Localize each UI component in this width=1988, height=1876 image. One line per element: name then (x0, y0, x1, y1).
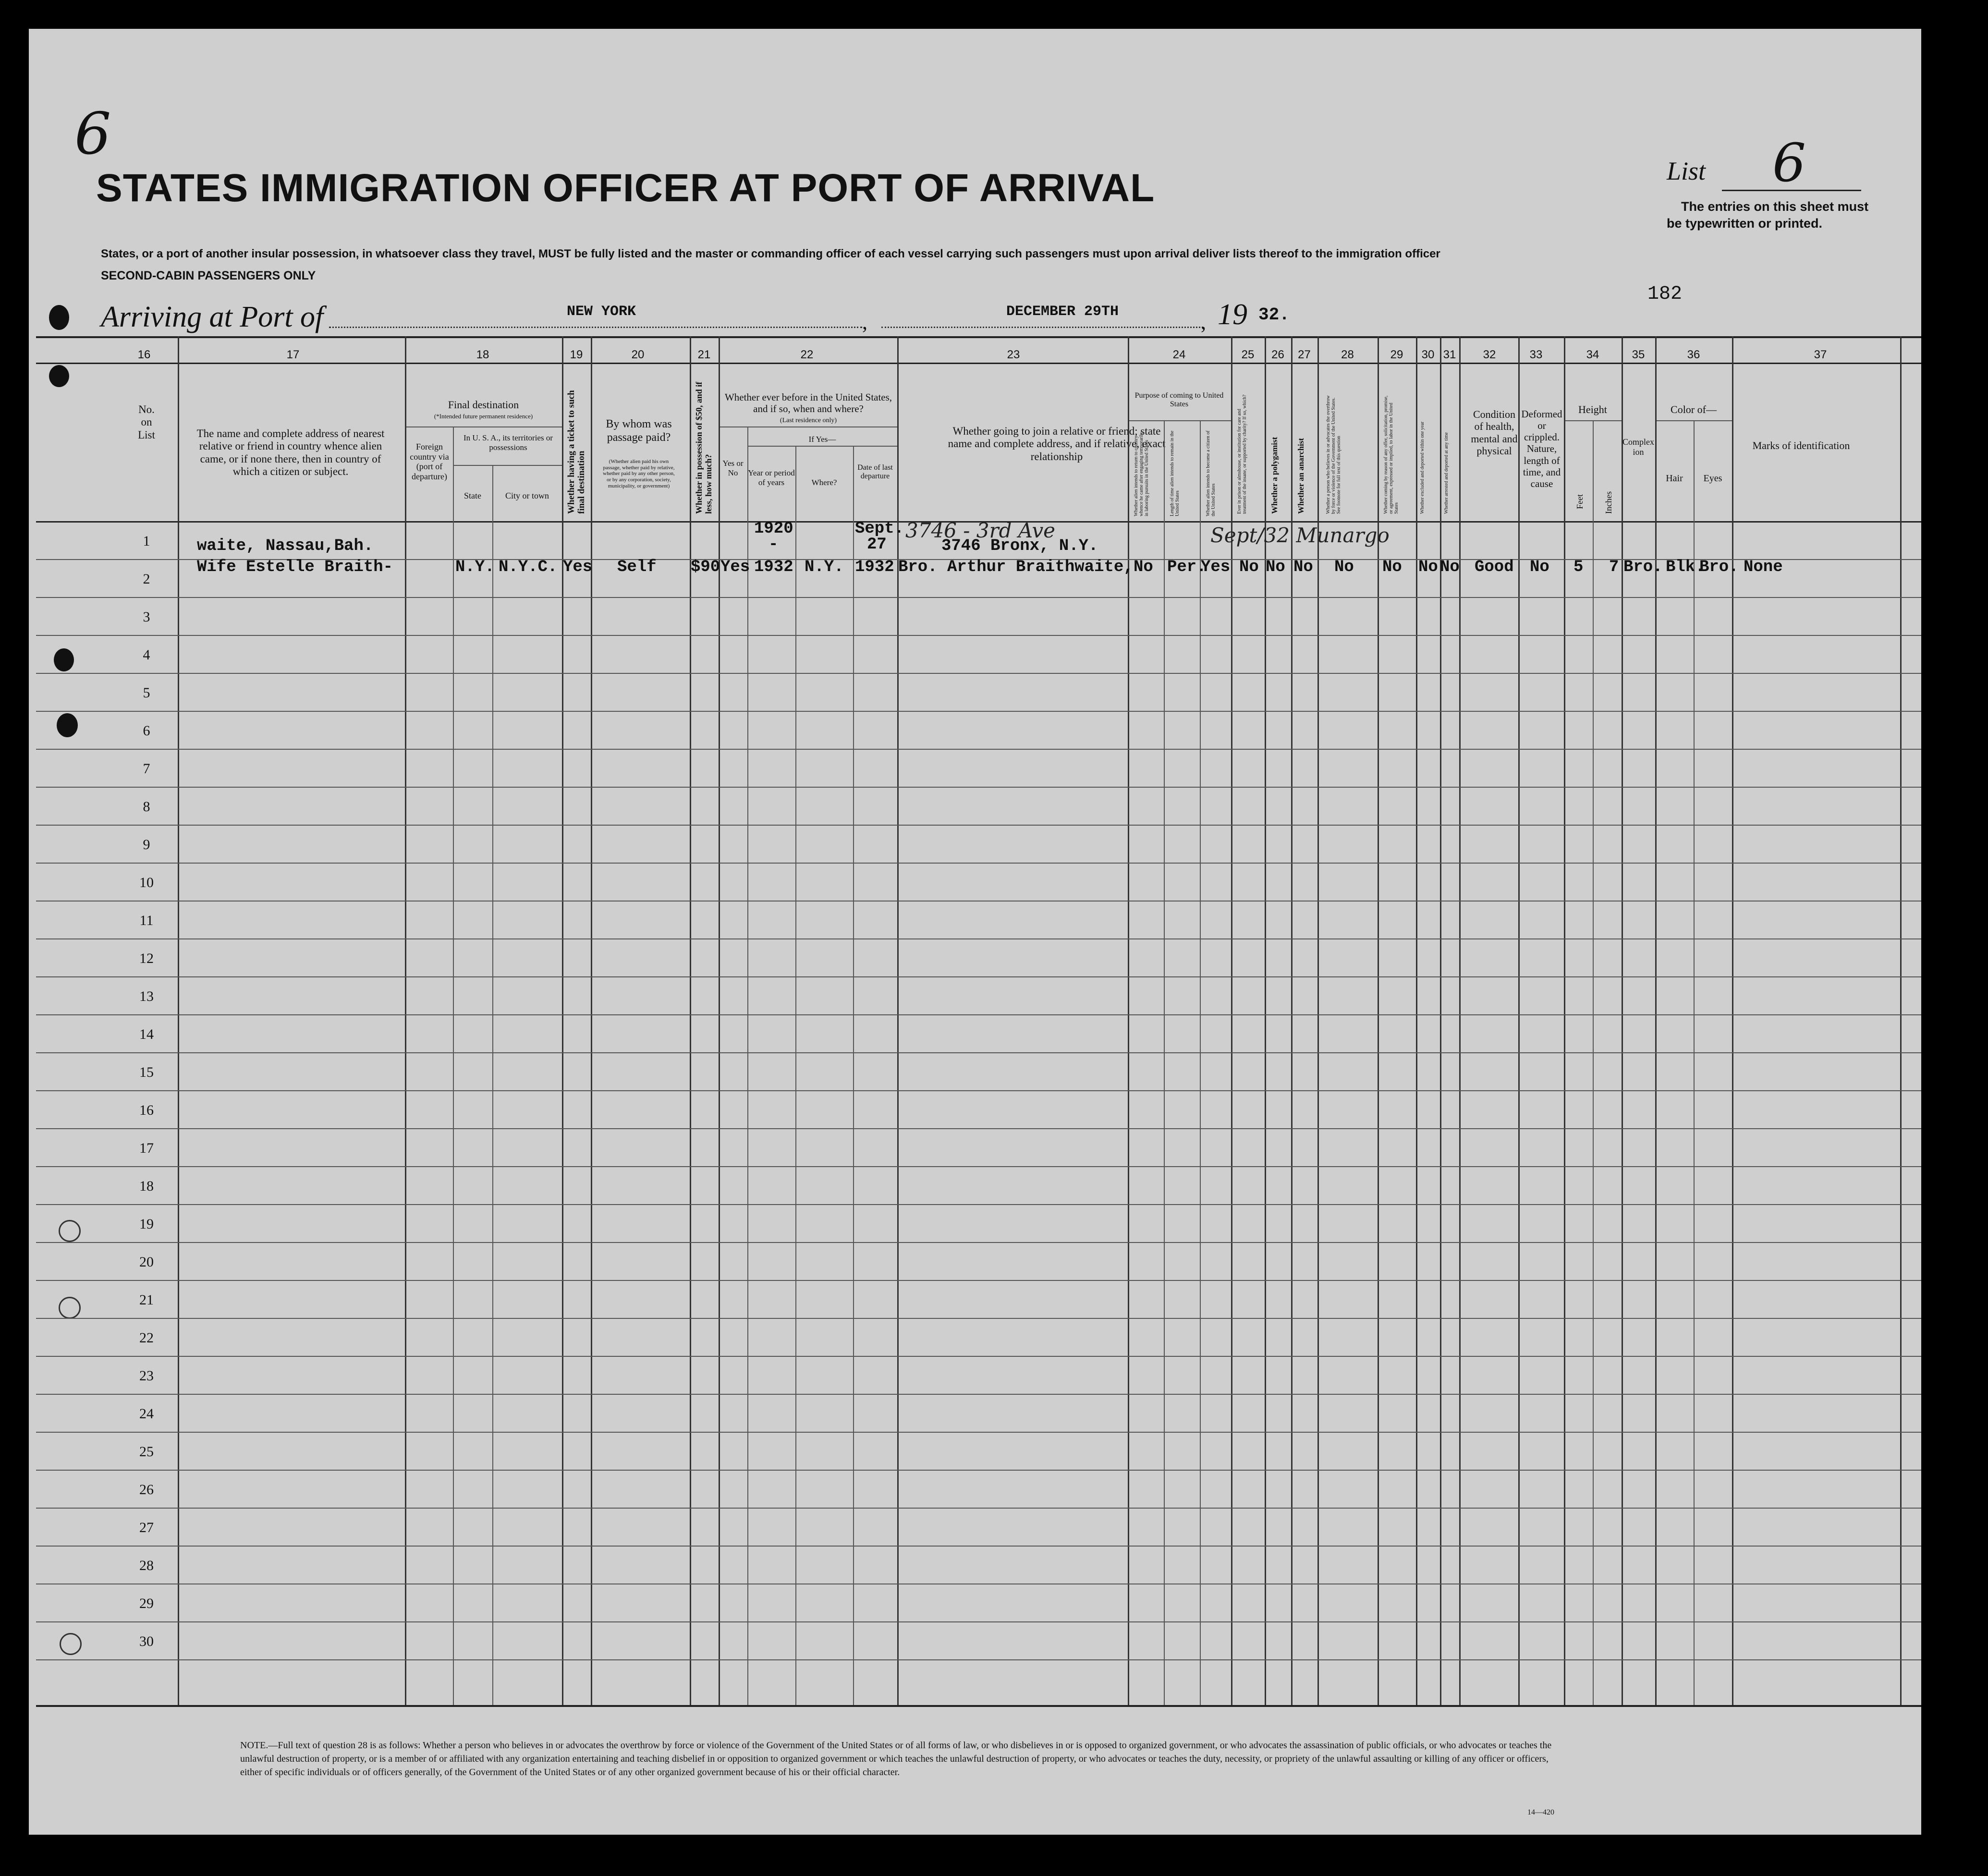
header-height: Height (1578, 403, 1607, 415)
row-number: 14 (139, 1026, 154, 1042)
form-number: 14—420 (1527, 1808, 1554, 1816)
prison-value: No (1239, 558, 1259, 576)
row-line (36, 1432, 1921, 1433)
row-line (36, 635, 1921, 636)
row-number: 17 (139, 1140, 154, 1156)
row-number: 21 (139, 1292, 154, 1308)
colnum-24: 24 (1172, 348, 1186, 361)
col-line (1655, 336, 1657, 1705)
row-line (36, 1621, 1921, 1622)
page-title: STATES IMMIGRATION OFFICER AT PORT OF ARRIVAL (96, 166, 1155, 210)
row-number: 16 (139, 1102, 154, 1118)
date-dotted-line (881, 327, 1203, 328)
row-number: 26 (139, 1482, 154, 1498)
col-line (492, 465, 493, 1705)
header-passage-paid-sub: (Whether alien paid his own passage, whether paid by relative, whether paid by any other person, or by any corporation, society, municipality, or government) (603, 459, 675, 489)
row-number: 28 (139, 1558, 154, 1573)
c24-sub-line (1128, 420, 1231, 421)
c22-sub-line (719, 426, 897, 427)
sheet-note-line-1: The entries on this sheet must (1681, 199, 1869, 214)
binder-hole (49, 305, 69, 330)
year-suffix: 32. (1258, 305, 1290, 325)
manifest-sheet (29, 29, 1921, 1835)
colnum-28: 28 (1341, 348, 1354, 361)
header-state: State (464, 491, 481, 500)
list-label: List (1667, 157, 1706, 185)
header-join-relative: Whether going to join a relative or friend; state name and complete address, and if relative, exact relationship (948, 425, 1166, 463)
year-bottom: 1932 (754, 558, 793, 576)
col-line (690, 336, 691, 1705)
c22-ifyes-line (747, 446, 897, 447)
col-line (405, 336, 406, 1705)
header-excluded: Whether excluded and deported within one year (1420, 421, 1425, 514)
col-line (1694, 420, 1695, 1705)
list-number: 6 (1772, 132, 1806, 194)
row-line (36, 825, 1921, 826)
colnum-34: 34 (1586, 348, 1599, 361)
money-value: $90 (691, 558, 720, 576)
header-in-usa: In U. S. A., its territories or possessions (463, 433, 553, 452)
year-top: 1920 (754, 520, 793, 538)
row-line (36, 863, 1921, 864)
header-no-on-list: No. on List (138, 403, 155, 441)
relative-line-1: waite, Nassau,Bah. (197, 537, 374, 555)
header-money: Whether in possession of $50, and if less, how much? (694, 381, 713, 514)
year-dash: - (768, 536, 779, 554)
colnum-36: 36 (1687, 348, 1700, 361)
row-line (36, 1470, 1921, 1471)
row-number: 6 (143, 723, 150, 739)
join-line-2: Bro. Arthur Braithwaite, (898, 558, 1134, 576)
sheet-note-line-2: be typewritten or printed. (1667, 216, 1823, 231)
return-intent-value: No (1134, 558, 1153, 576)
header-year: Year or period of years (748, 468, 795, 487)
col-line (453, 426, 454, 1705)
col-line (1164, 420, 1165, 1705)
row-number: 13 (139, 988, 154, 1004)
row-number: 11 (139, 913, 154, 928)
col-line (1416, 336, 1417, 1705)
colnum-29: 29 (1390, 348, 1403, 361)
row-line (36, 976, 1921, 977)
header-yes-no: Yes or No (722, 459, 744, 477)
relative-line-2: Wife Estelle Braith- (197, 558, 393, 576)
header-anarchist: Whether an anarchist (1296, 438, 1305, 514)
col-line (1732, 336, 1733, 1705)
colnum-22: 22 (800, 348, 814, 361)
header-final-destination-sub: (*Intended future permanent residence) (434, 413, 533, 420)
header-inches: Inches (1604, 491, 1613, 514)
row-line (36, 749, 1921, 750)
row-line (36, 1280, 1921, 1281)
table-bottom-line (36, 1705, 1921, 1707)
row-number: 4 (143, 647, 150, 663)
colnum-33: 33 (1529, 348, 1543, 361)
row-number: 7 (143, 761, 150, 777)
header-prison: Ever in prison or almshouse, or institution for care and treatment of the insane, or supported by charity? If so, which? (1237, 394, 1247, 514)
col-line (1128, 336, 1129, 1705)
row-number: 12 (139, 950, 154, 966)
row-number: 27 (139, 1520, 154, 1535)
row-line (36, 1014, 1921, 1015)
departure-year: 1932 (855, 558, 894, 576)
row-number: 10 (139, 875, 154, 890)
colnum-26: 26 (1271, 348, 1284, 361)
col-line (1440, 336, 1441, 1705)
header-final-destination: Final destination (448, 399, 519, 411)
col-line (1593, 420, 1594, 1705)
row-line (36, 938, 1921, 939)
instruction-line: States, or a port of another insular possession, in whatsoever class they travel, MUST be fully listed and the master or commanding officer of each vessel carrying such passengers must upon arrival deliver lists thereof to the immigration officer (101, 247, 1440, 260)
row-line (36, 1204, 1921, 1205)
row-number: 18 (139, 1178, 154, 1194)
colnum-line (36, 363, 1921, 364)
binder-hole (49, 365, 69, 387)
row-number: 30 (139, 1633, 154, 1649)
row-line (36, 1318, 1921, 1319)
header-purpose: Purpose of coming to United States (1134, 391, 1224, 409)
row-line (36, 1508, 1921, 1509)
col-line (897, 336, 899, 1705)
colnum-31: 31 (1443, 348, 1456, 361)
col-line (747, 426, 748, 1705)
row-number: 15 (139, 1064, 154, 1080)
destination-city: N.Y.C. (499, 558, 558, 576)
col-line (1518, 336, 1520, 1705)
header-labor-offer: Whether coming by reason of any offer, solicitation, promise, or agreement, expressed or implied, to labor in the United States (1383, 395, 1399, 514)
row-line (36, 1394, 1921, 1395)
complexion-value: Bro. (1623, 558, 1663, 576)
binder-hole (60, 1633, 82, 1655)
binder-hole (59, 1297, 81, 1319)
row-line (36, 1052, 1921, 1053)
row-number: 1 (143, 533, 150, 549)
colnum-20: 20 (631, 348, 645, 361)
row-line (36, 1659, 1921, 1660)
citizen-intent-value: Yes (1201, 558, 1231, 576)
before-in-us-value: Yes (720, 558, 750, 576)
colnum-17: 17 (286, 348, 300, 361)
header-return-intent: Whether alien intends to return to country whence he came after engaging temporarily in laboring pursuits in the United States (1134, 432, 1149, 516)
header-citizen-intent: Whether alien intends to become a citizen of the United States (1206, 430, 1216, 516)
colnum-37: 37 (1814, 348, 1827, 361)
health-value: Good (1475, 558, 1514, 576)
col-line (1200, 420, 1201, 1705)
header-relative: The name and complete address of nearest relative or friend in country whence alien came, or if none there, then in country of which a citizen or subject. (196, 427, 385, 478)
col-line (1622, 336, 1623, 1705)
col-line (562, 336, 563, 1705)
header-color-of: Color of— (1671, 403, 1717, 415)
length-of-stay-value: Per. (1167, 558, 1207, 576)
list-underline (1722, 190, 1861, 191)
header-marks: Marks of identification (1752, 439, 1850, 451)
height-feet-value: 5 (1573, 558, 1584, 576)
header-foreign-country: Foreign country via (port of departure) (410, 442, 449, 482)
port-dotted-line (329, 327, 862, 328)
header-eyes: Eyes (1703, 473, 1722, 484)
header-deformed: Deformed or crippled. Nature, length of time, and cause (1521, 408, 1562, 489)
row-line (36, 711, 1921, 712)
labor-offer-value: No (1382, 558, 1402, 576)
header-feet: Feet (1575, 494, 1585, 509)
paid-by-value: Self (617, 558, 657, 576)
hair-value: Blk. (1666, 558, 1705, 576)
row-line (36, 1090, 1921, 1091)
table-top-line (36, 336, 1921, 338)
header-health: Condition of health, mental and physical (1471, 408, 1518, 457)
header-before-in-us-sub: (Last residence only) (780, 417, 837, 424)
eyes-value: Bro. (1699, 558, 1739, 576)
header-before-in-us: Whether ever before in the United States, and if so, when and where? (724, 391, 892, 415)
row-number: 3 (143, 609, 150, 625)
port-value: NEW YORK (567, 304, 636, 320)
c18-sub-line (405, 426, 562, 427)
class-line: SECOND-CABIN PASSENGERS ONLY (101, 269, 316, 282)
row-number: 25 (139, 1444, 154, 1460)
arriving-label: Arriving at Port of (101, 301, 324, 333)
header-where: Where? (811, 478, 837, 487)
row-number: 22 (139, 1330, 154, 1346)
overthrow-value: No (1334, 558, 1354, 576)
header-if-yes: If Yes— (808, 435, 836, 444)
header-complexion: Complexion (1622, 437, 1654, 457)
where-value: N.Y. (805, 558, 844, 576)
row-line (36, 1166, 1921, 1167)
colnum-27: 27 (1298, 348, 1311, 361)
row-number: 2 (143, 571, 150, 587)
excluded-value: No (1418, 558, 1438, 576)
handwritten-address: 3746 - 3rd Ave (905, 519, 1056, 542)
binder-hole (54, 648, 74, 671)
row-line (36, 673, 1921, 674)
col-line (1459, 336, 1461, 1705)
row-number: 20 (139, 1254, 154, 1270)
destination-state: N.Y. (455, 558, 495, 576)
departure-month: Sept. (855, 520, 904, 538)
height-inches-value: 7 (1609, 558, 1619, 576)
header-length-of-stay: Length of time alien intends to remain in the United States (1170, 430, 1180, 516)
col-line (1900, 336, 1902, 1705)
departure-day: 27 (867, 536, 887, 554)
row-line (36, 1242, 1921, 1243)
header-passage-paid: By whom was passage paid? (606, 418, 672, 444)
colnum-25: 25 (1241, 348, 1255, 361)
header-arrested: Whether arrested and deported at any time (1444, 432, 1449, 514)
polygamist-value: No (1266, 558, 1285, 576)
header-hair: Hair (1666, 473, 1683, 484)
row-line (36, 1356, 1921, 1357)
row-number: 8 (143, 799, 150, 815)
arrested-value: No (1440, 558, 1460, 576)
row-number: 9 (143, 837, 150, 853)
year-prefix: 19 (1218, 298, 1247, 331)
anarchist-value: No (1293, 558, 1313, 576)
corner-number: 6 (74, 101, 111, 168)
col-line (719, 336, 720, 1705)
footnote-text: NOTE.—Full text of question 28 is as follows: Whether a person who believes in or advocates the overthrow by force or violence of the Government of the United States or of all forms of law, or who disbelieves in or is opposed to organized government, or who advocates the assassination of public officials, or who advocates or teaches the unlawful destruction of property, or is a member of or affiliated with any organization entertaining and teaching disbelief in or opposition to organized government or which teaches the unlawful destruction of property, or who advocates or teaches the duty, necessity, or propriety of the unlawful assaulting or killing of any officer or officers, either of specific individuals or of officers generally, of the Government of the United States or of any other organized government because of his or their official character. (240, 1740, 1552, 1778)
colnum-35: 35 (1632, 348, 1645, 361)
colnum-16: 16 (137, 348, 151, 361)
c18-usa-line (453, 465, 562, 466)
binder-hole (59, 1220, 81, 1242)
comma: , (862, 310, 867, 334)
ticket-value: Yes (563, 558, 593, 576)
col-line (178, 336, 179, 1705)
handwritten-note: Sept/32 Munargo (1210, 524, 1390, 547)
date-value: DECEMBER 29TH (1006, 304, 1119, 320)
row-number: 5 (143, 685, 150, 701)
col-line (591, 336, 592, 1705)
join-line-1: 3746 Bronx, N.Y. (941, 537, 1098, 555)
colnum-30: 30 (1421, 348, 1435, 361)
binder-hole (57, 713, 78, 737)
row-line (36, 597, 1921, 598)
row-number: 19 (139, 1216, 154, 1232)
colnum-32: 32 (1483, 348, 1496, 361)
row-number: 24 (139, 1406, 154, 1422)
header-overthrow: Whether a person who believes in or advocates the overthrow by force or violence of the Government of the United States. See footnote for full text of this question (1326, 395, 1342, 514)
header-polygamist: Whether a polygamist (1270, 437, 1279, 514)
row-line (36, 1546, 1921, 1547)
comma: , (1201, 310, 1206, 334)
colnum-19: 19 (570, 348, 583, 361)
row-line (36, 787, 1921, 788)
colnum-21: 21 (697, 348, 711, 361)
deformed-value: No (1530, 558, 1549, 576)
row-line (36, 1128, 1921, 1129)
header-ticket: Whether having a ticket to such final destination (566, 390, 586, 514)
col-line (1564, 336, 1565, 1705)
marks-value: None (1744, 558, 1783, 576)
header-last-departure: Date of last departure (857, 463, 893, 481)
page-number: 182 (1647, 283, 1683, 305)
colnum-18: 18 (476, 348, 489, 361)
colnum-23: 23 (1007, 348, 1020, 361)
row-number: 23 (139, 1368, 154, 1384)
header-city: City or town (505, 491, 549, 500)
row-number: 29 (139, 1596, 154, 1611)
